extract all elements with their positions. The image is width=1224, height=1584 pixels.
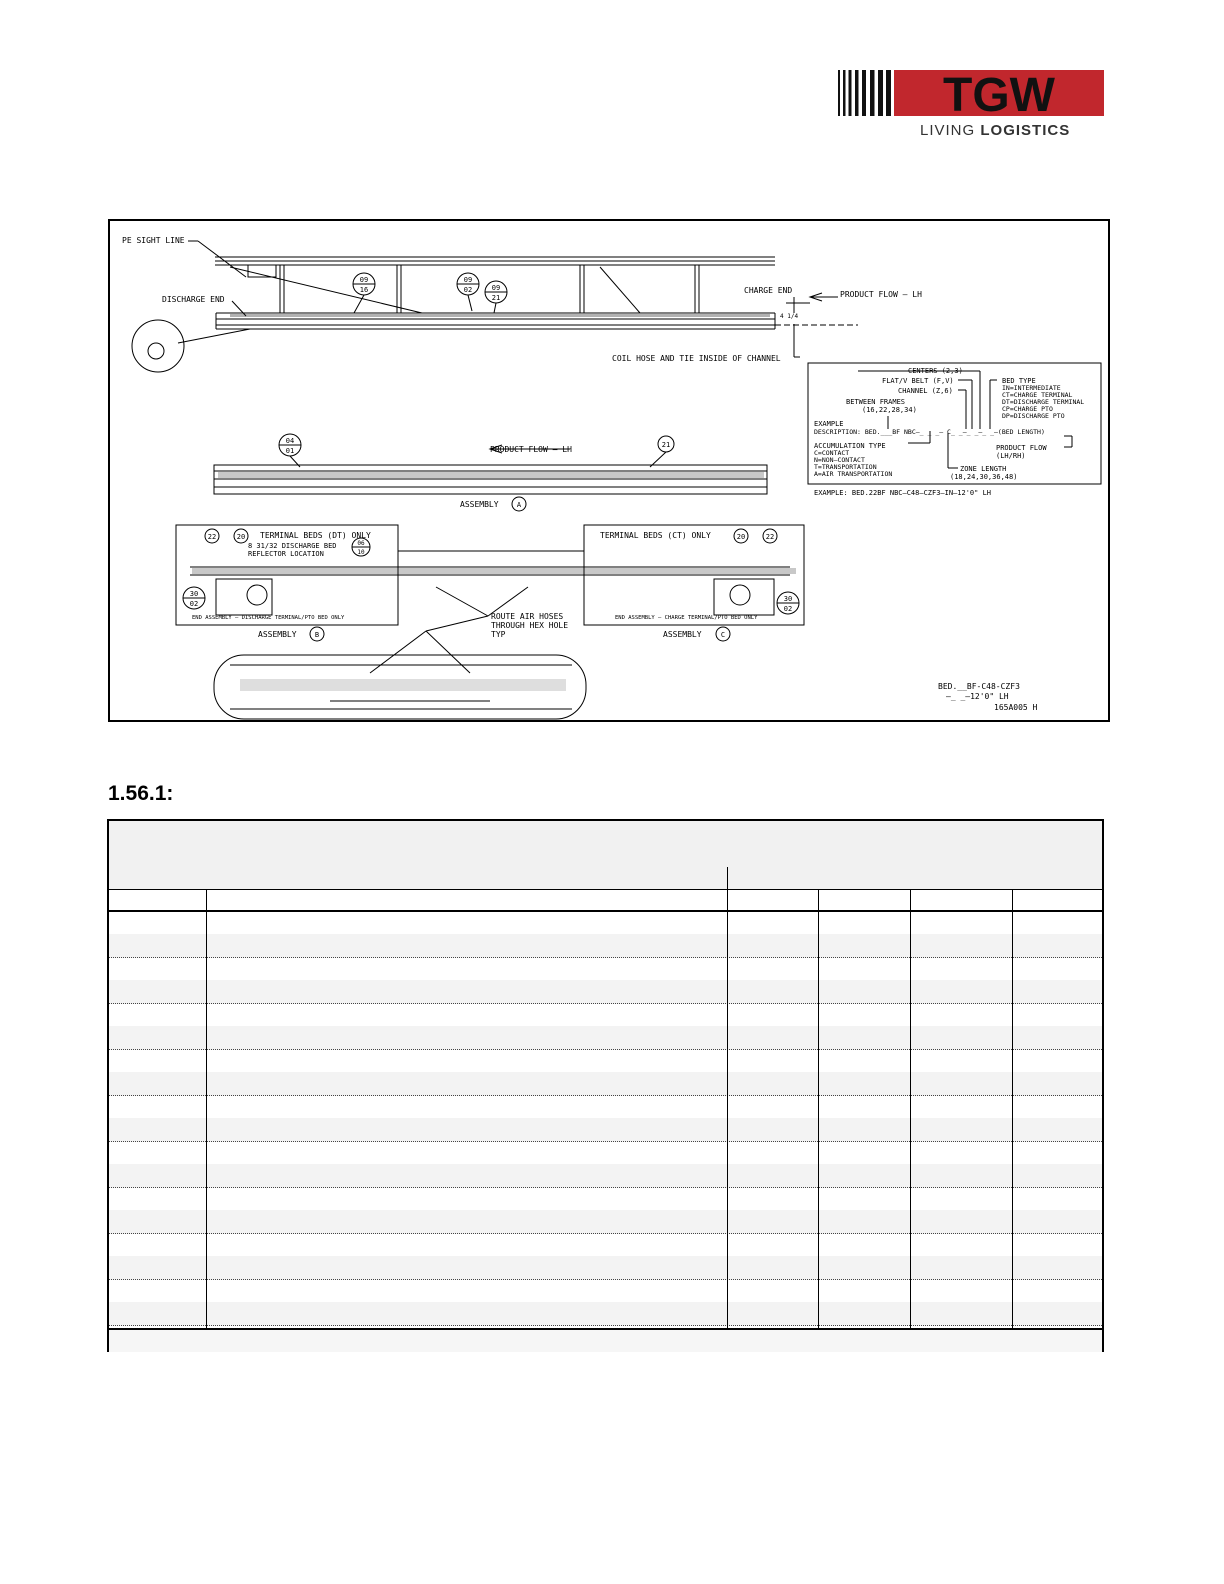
label-end-assy-c: END ASSEMBLY – CHARGE TERMINAL/PTO BED ONLY	[615, 615, 758, 621]
table-row	[109, 911, 1102, 935]
balloon-letter-b: B	[314, 631, 320, 639]
col-divider-5	[1012, 889, 1013, 1328]
label-coil-hose: COIL HOSE AND TIE INSIDE OF CHANNEL	[612, 354, 781, 363]
table-header-row-1	[109, 867, 1102, 890]
balloon-0610-bottom: 10	[357, 549, 365, 556]
legend-bed-type: BED TYPE	[1002, 377, 1036, 385]
legend-centers: CENTERS (2,3)	[908, 367, 963, 375]
balloon-0401-top: 04	[285, 437, 295, 445]
balloon-20-right: 20	[736, 533, 746, 541]
label-product-flow-mid: PRODUCT FLOW – LH	[490, 445, 572, 454]
balloon-letter-a: A	[516, 501, 522, 509]
balloon-0916-bottom: 16	[359, 286, 369, 294]
balloon-0401-bottom: 01	[285, 447, 295, 455]
col-divider-4	[910, 889, 911, 1328]
legend-ct: CT=CHARGE TERMINAL	[1002, 391, 1073, 399]
label-assembly-b: ASSEMBLY	[258, 630, 297, 639]
balloon-22-left: 22	[207, 533, 217, 541]
balloon-0610-top: 06	[357, 540, 365, 547]
table-row	[109, 1187, 1102, 1211]
legend-between-values: (16,22,28,34)	[862, 406, 917, 414]
table-row	[109, 1095, 1102, 1119]
label-bed-ref-1: BED.__BF-C48-CZF3	[938, 682, 1020, 691]
legend-product-flow: PRODUCT FLOW	[996, 444, 1047, 452]
tgw-logo-graphic	[836, 68, 1106, 140]
legend-t-trans: T=TRANSPORTATION	[814, 463, 877, 471]
label-terminal-dt: TERMINAL BEDS (DT) ONLY	[260, 531, 371, 540]
col-divider-1	[206, 889, 207, 1328]
table-row	[109, 1164, 1102, 1188]
section-title: 1.56.1:	[108, 782, 174, 805]
logo-brand-text: TGW	[943, 69, 1055, 122]
balloon-0902-bottom: 02	[463, 286, 473, 294]
label-terminal-ct: TERMINAL BEDS (CT) ONLY	[600, 531, 711, 540]
legend-c-contact: C=CONTACT	[814, 449, 850, 457]
label-discharge-end: DISCHARGE END	[162, 295, 225, 304]
label-bed-ref-3: 165A005 H	[994, 703, 1038, 712]
legend-dt: DT=DISCHARGE TERMINAL	[1002, 398, 1085, 406]
balloon-22-right: 22	[765, 533, 775, 541]
balloon-0902-top: 09	[463, 276, 473, 284]
table-title-band	[109, 821, 1102, 868]
logo-tagline-bold: LOGISTICS	[980, 122, 1071, 139]
legend-between-frames: BETWEEN FRAMES	[846, 398, 906, 406]
table-row	[109, 1302, 1102, 1326]
legend-zone-length: ZONE LENGTH	[960, 465, 1007, 473]
balloon-0916-top: 09	[359, 276, 369, 284]
label-pe-sight-line: PE SIGHT LINE	[122, 236, 185, 245]
table-footer	[109, 1328, 1102, 1352]
balloon-0921-bottom: 21	[491, 294, 501, 302]
svg-text:LIVING LOGISTICS	[920, 122, 1070, 139]
table-header-row-2	[109, 889, 1102, 912]
balloon-3002-left-bottom: 02	[189, 600, 199, 608]
col-divider-header	[727, 867, 728, 889]
drawing-canvas	[110, 221, 1112, 724]
balloon-20-left: 20	[236, 533, 246, 541]
table-row	[109, 1256, 1102, 1280]
label-reflector-2: REFLECTOR LOCATION	[248, 550, 324, 558]
table-body	[109, 911, 1102, 1328]
legend-a-air: A=AIR TRANSPORTATION	[814, 470, 893, 478]
parts-table	[107, 819, 1104, 1352]
conveyor-drawing	[108, 219, 1110, 722]
legend-zone-values: (18,24,30,36,48)	[950, 473, 1018, 481]
table-row	[109, 1049, 1102, 1073]
label-dim: 4 1/4	[780, 313, 799, 320]
legend-lhrh: (LH/RH)	[996, 452, 1026, 460]
label-route-1: ROUTE AIR HOSES	[491, 612, 564, 621]
label-assembly-c: ASSEMBLY	[663, 630, 702, 639]
label-assembly-a: ASSEMBLY	[460, 500, 499, 509]
table-row	[109, 934, 1102, 958]
label-end-assy-b: END ASSEMBLY – DISCHARGE TERMINAL/PTO BED ONLY	[192, 615, 345, 621]
tgw-logo	[836, 68, 1106, 140]
table-row	[109, 1072, 1102, 1096]
table-row	[109, 1210, 1102, 1234]
col-divider-2	[727, 889, 728, 1328]
table-row	[109, 957, 1102, 981]
table-row	[109, 1141, 1102, 1165]
legend-example-line: EXAMPLE: BED.22BF NBC–C48–CZF3–IN–12'0" LH	[814, 489, 992, 497]
legend-n-non: N=NON–CONTACT	[814, 456, 865, 464]
balloon-3002-right-top: 30	[783, 595, 793, 603]
balloon-0921-top: 09	[491, 284, 501, 292]
label-route-3: TYP	[491, 630, 506, 639]
label-charge-end: CHARGE END	[744, 286, 793, 295]
label-product-flow-top: PRODUCT FLOW – LH	[840, 290, 922, 299]
legend-example: EXAMPLE	[814, 420, 844, 428]
table-row	[109, 1003, 1102, 1027]
legend-accumulation: ACCUMULATION TYPE	[814, 442, 886, 450]
legend-description: DESCRIPTION: BED.___BF NBC–_ _ _– C_ _–_ _–_ _–(BED LENGTH)	[814, 428, 1045, 436]
balloon-3002-left-top: 30	[189, 590, 199, 598]
balloon-letter-c: C	[720, 631, 726, 639]
legend-dp: DP=DISCHARGE PTO	[1002, 412, 1065, 420]
legend-flat-belt: FLAT/V BELT (F,V)	[882, 377, 954, 385]
table-row	[109, 1233, 1102, 1257]
table-row	[109, 1026, 1102, 1050]
label-bed-ref-2: –_ _–12'0" LH	[946, 692, 1009, 701]
balloon-21: 21	[661, 441, 671, 449]
legend-channel: CHANNEL (Z,6)	[898, 387, 953, 395]
legend-cp: CP=CHARGE PTO	[1002, 405, 1053, 413]
legend-in: IN=INTERMEDIATE	[1002, 384, 1061, 392]
balloon-3002-right-bottom: 02	[783, 605, 793, 613]
col-divider-3	[818, 889, 819, 1328]
table-row	[109, 980, 1102, 1004]
table-row	[109, 1118, 1102, 1142]
table-row	[109, 1279, 1102, 1303]
logo-tagline-light: LIVING	[920, 122, 981, 139]
label-route-2: THROUGH HEX HOLE	[491, 621, 569, 630]
label-reflector-1: 8 31/32 DISCHARGE BED	[248, 542, 337, 550]
